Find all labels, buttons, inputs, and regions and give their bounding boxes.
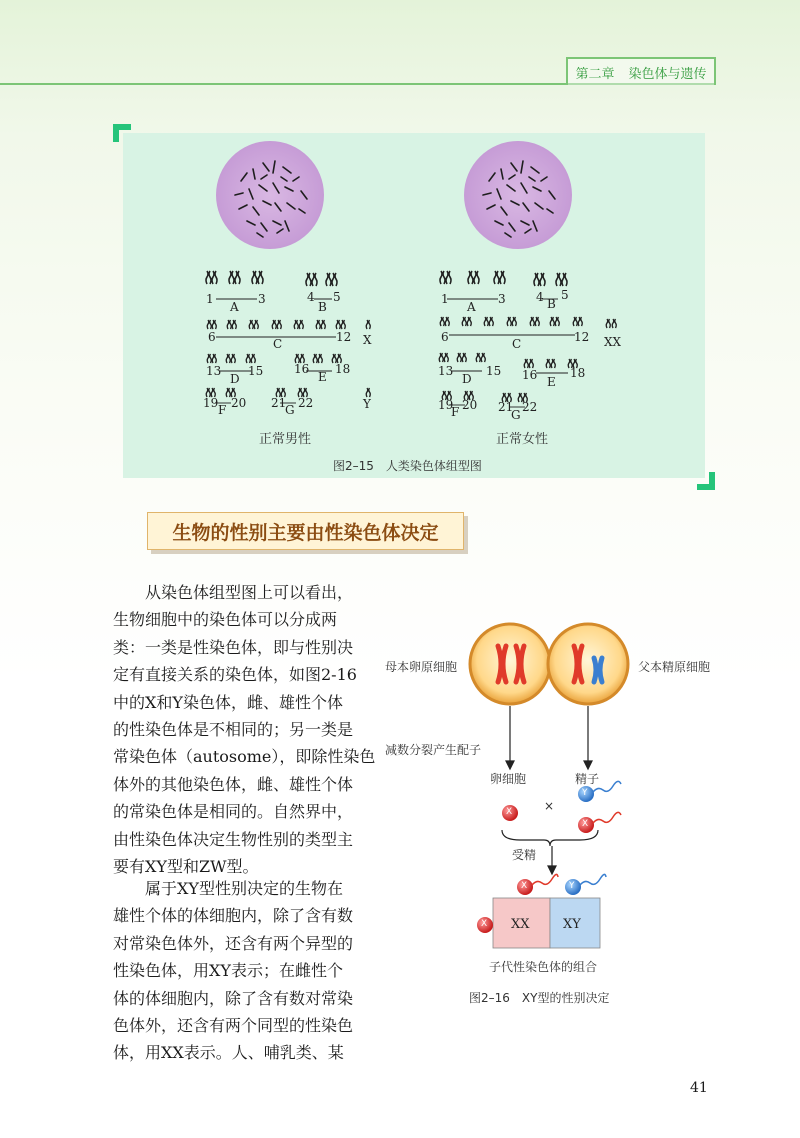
text-line: 生物细胞中的染色体可以分成两 [113, 610, 338, 630]
row-x-text: X [481, 919, 488, 929]
text-line: 由性染色体决定生物性别的类型主 [113, 829, 354, 849]
male-label-13: 13 [206, 364, 222, 378]
body-paragraph-2 [113, 875, 363, 1067]
female-group-a: A [467, 300, 476, 314]
female-label-6: 6 [441, 330, 449, 344]
combination-label: 子代性染色体的组合 [489, 960, 598, 974]
text-line: 中的X和Y染色体，雌、雄性个体 [113, 692, 343, 712]
female-label-4: 4 [536, 290, 544, 304]
sperm-y-text: Y [582, 788, 588, 798]
mother-cell [470, 624, 550, 704]
meiosis-label: 减数分裂产生配子 [385, 743, 482, 757]
female-label-19: 19 [438, 398, 454, 412]
female-label-12: 12 [574, 330, 590, 344]
text-line: 从染色体组型图上可以看出， [145, 583, 354, 602]
male-label-12: 12 [336, 330, 352, 344]
text-line: 色体外，还含有两个同型的性染色 [113, 1015, 354, 1035]
sperm-x-text: X [582, 819, 589, 829]
male-label-1: 1 [206, 292, 214, 306]
male-group-f: F [218, 403, 227, 417]
text-line: 定有直接关系的染色体，如图2-16 [113, 665, 357, 685]
female-label-21: 21 [498, 400, 514, 414]
female-group-c: C [512, 337, 522, 351]
female-label-3: 3 [498, 292, 506, 306]
male-label-20: 20 [231, 396, 247, 410]
female-label-20: 20 [462, 398, 478, 412]
female-xx-label: XX [604, 335, 622, 349]
text-line: 属于XY型性别决定的生物在 [145, 879, 343, 898]
male-label-16: 16 [294, 362, 310, 376]
male-group-c: C [273, 337, 283, 351]
male-label-19: 19 [203, 396, 219, 410]
female-label-22: 22 [522, 400, 538, 414]
offspring-xx-label: XX [511, 917, 530, 932]
male-label-5: 5 [333, 290, 341, 304]
page-number: 41 [690, 1080, 708, 1096]
female-label-18: 18 [570, 366, 586, 380]
female-label-5: 5 [561, 288, 569, 302]
male-y-label: Y [363, 397, 371, 411]
male-group-e: E [318, 370, 327, 384]
female-label-15: 15 [486, 364, 502, 378]
top-x-text: X [521, 881, 528, 891]
male-group-b: B [318, 300, 327, 314]
egg-label: 卵细胞 [490, 772, 527, 786]
chapter-title: 染色体与遗传 [628, 66, 707, 82]
chapter-header [566, 57, 716, 85]
father-cell-label: 父本精原细胞 [638, 660, 711, 674]
male-label-4: 4 [307, 290, 315, 304]
male-label-21: 21 [271, 396, 287, 410]
male-karyotype-label: 正常男性 [259, 432, 312, 447]
male-group-a: A [230, 300, 239, 314]
female-group-f: F [451, 405, 460, 419]
meiosis-arrows [506, 706, 592, 769]
text-line: 的常染色体是相同的。自然界中， [113, 802, 354, 822]
text-line: 要有XY型和ZW型。 [113, 856, 259, 876]
male-label-6: 6 [208, 330, 216, 344]
text-line: 体外的其他染色体，雌、雄性个体 [113, 774, 354, 794]
text-line: 对常染色体外，还含有两个异型的 [113, 933, 354, 953]
body-paragraph-1 [113, 579, 376, 880]
text-line: 常染色体（autosome），即除性染色 [113, 747, 376, 767]
figure-2-15-caption: 图2–15 人类染色体组型图 [333, 459, 482, 473]
mother-cell-label: 母本卵原细胞 [385, 660, 458, 674]
text-line: 的性染色体是不相同的；另一类是 [113, 719, 354, 739]
text-line: 类：一类是性染色体，即与性别决 [113, 637, 354, 657]
male-label-18: 18 [335, 362, 351, 376]
sperm-label: 精子 [575, 772, 600, 786]
female-group-e: E [547, 375, 556, 389]
female-metaphase-spread [464, 141, 572, 249]
female-label-13: 13 [438, 364, 454, 378]
top-y-text: Y [569, 881, 575, 891]
female-karyotype-label: 正常女性 [496, 432, 549, 447]
female-group-d: D [462, 372, 472, 386]
text-line: 体的体细胞内，除了含有数对常染 [113, 988, 354, 1008]
text-line: 雄性个体的体细胞内，除了含有数 [113, 906, 354, 926]
male-group-lines [215, 299, 336, 403]
female-group-b: B [547, 297, 556, 311]
fertilization-arrow [548, 846, 556, 874]
female-label-16: 16 [522, 368, 538, 382]
male-group-d: D [230, 372, 240, 386]
male-label-22: 22 [298, 396, 314, 410]
text-line: 体，用XX表示。人、哺乳类、某 [113, 1043, 344, 1063]
male-group-g: G [285, 403, 295, 417]
fertilization-label: 受精 [512, 848, 537, 862]
text-line: 性染色体，用XY表示；在雌性个 [113, 961, 343, 981]
female-group-lines [447, 299, 575, 407]
female-label-1: 1 [441, 292, 449, 306]
male-x-label: X [363, 333, 372, 347]
egg-x-text: X [506, 807, 513, 817]
cross-symbol: × [544, 799, 555, 813]
male-metaphase-spread [216, 141, 324, 249]
father-cell [548, 624, 628, 704]
male-label-3: 3 [258, 292, 266, 306]
offspring-xy-label: XY [563, 917, 581, 932]
female-group-g: G [511, 408, 521, 422]
section-heading: 生物的性别主要由性染色体决定 [147, 512, 464, 550]
male-label-15: 15 [248, 364, 264, 378]
figure-2-16-caption: 图2–16 XY型的性别决定 [469, 991, 610, 1005]
chapter-number: 第二章 [575, 66, 615, 82]
